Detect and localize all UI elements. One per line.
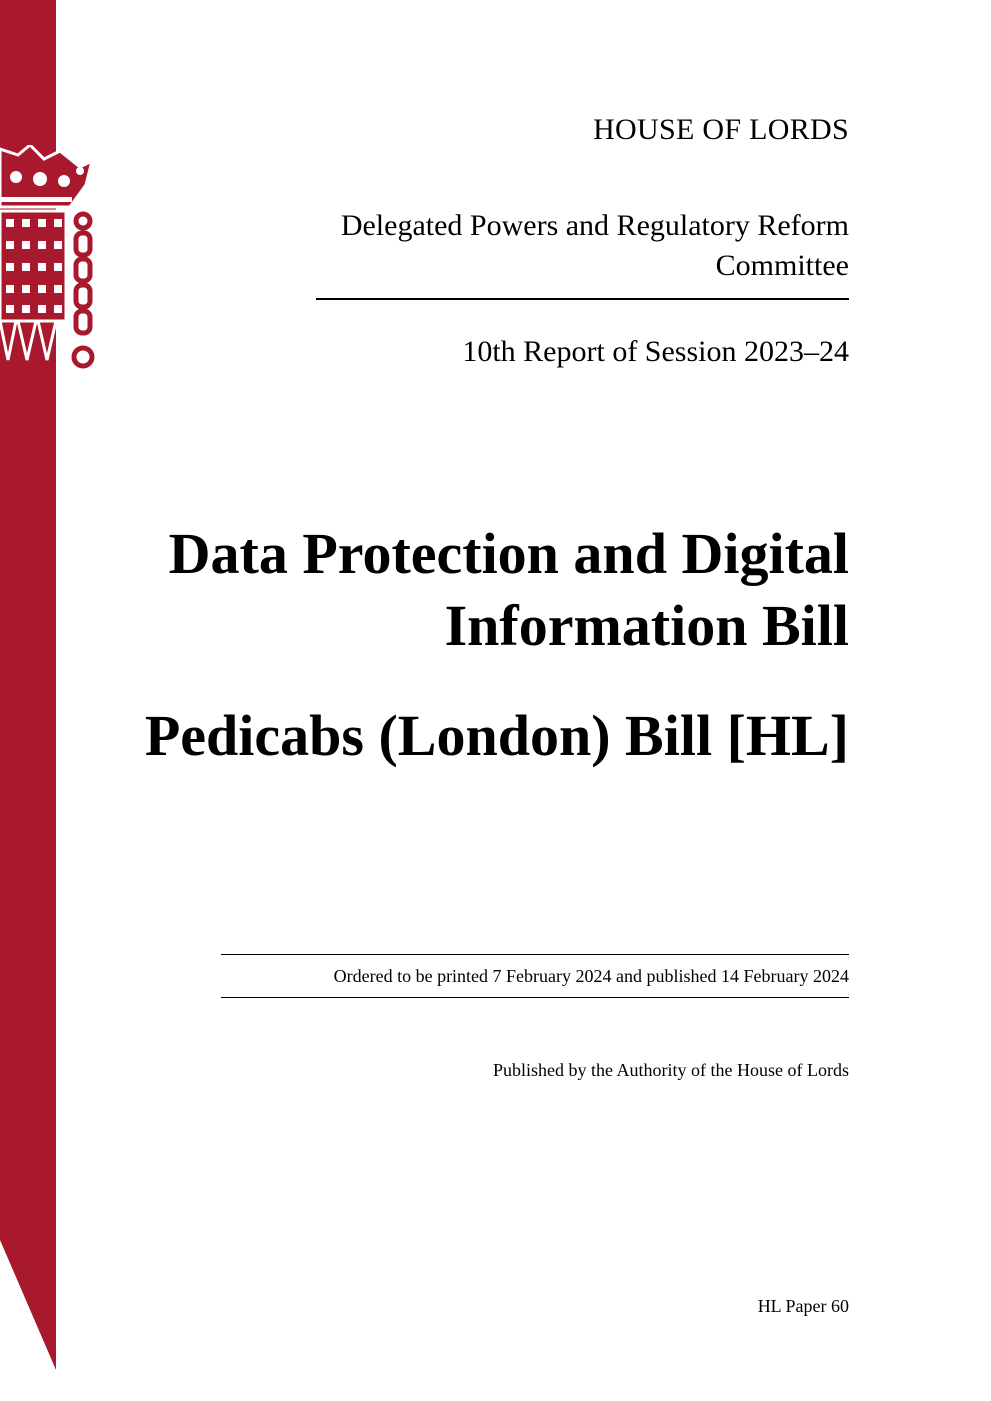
ordered-divider-top bbox=[221, 954, 849, 955]
ordered-divider-bottom bbox=[221, 997, 849, 998]
report-session: 10th Report of Session 2023–24 bbox=[462, 335, 849, 368]
header-divider bbox=[316, 298, 849, 300]
published-by-line: Published by the Authority of the House of Lords bbox=[493, 1060, 849, 1080]
bill-title-1: Data Protection and Digital Information Bill bbox=[168, 521, 849, 658]
portcullis-icon bbox=[0, 145, 96, 375]
bill-title-2: Pedicabs (London) Bill [HL] bbox=[144, 703, 849, 768]
committee-name: Delegated Powers and Regulatory Reform Committee bbox=[340, 209, 849, 282]
paper-number: HL Paper 60 bbox=[757, 1296, 849, 1316]
ordered-printed-line: Ordered to be printed 7 February 2024 and published 14 February 2024 bbox=[333, 966, 849, 986]
house-name: HOUSE OF LORDS bbox=[593, 113, 849, 146]
